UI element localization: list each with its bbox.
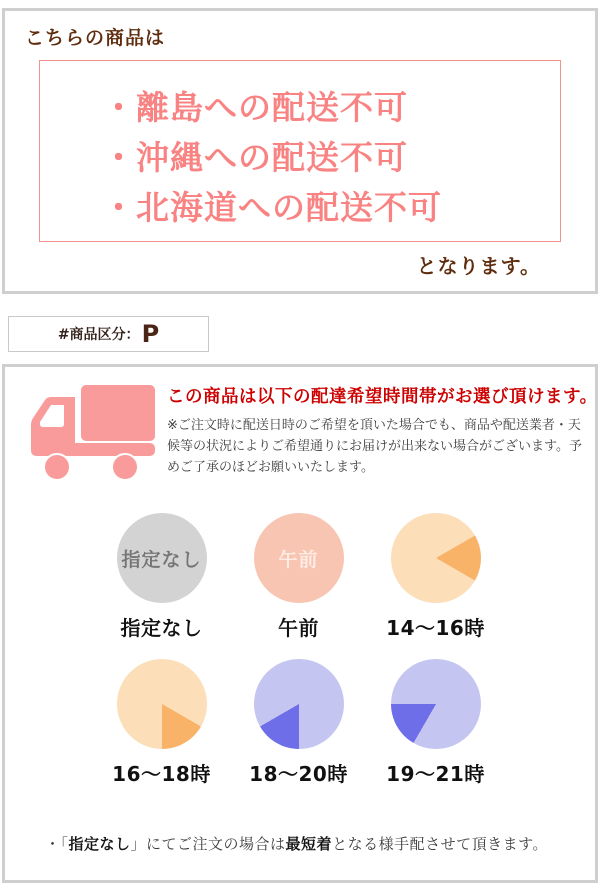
note-post: となる様手配させて頂きます。 — [332, 835, 548, 853]
delivery-header — [23, 381, 598, 487]
time-slot-circle-label: 指定なし — [121, 548, 202, 571]
page-container — [0, 8, 600, 883]
product-class-box — [8, 316, 209, 352]
time-slot-label: 19〜21時 — [386, 762, 485, 786]
note-bold-2: 最短着 — [285, 835, 333, 853]
delivery-heading: この商品は以下の配達希望時間帯がお選び頂けます。 — [167, 387, 598, 407]
truck-icon — [25, 383, 155, 487]
note-bold-1: 指定なし — [68, 835, 131, 853]
restriction-item: ・北海道への配送不可 — [102, 188, 442, 227]
time-slot — [93, 659, 230, 787]
time-slot-grid — [93, 513, 577, 787]
product-notice-box — [2, 8, 598, 294]
time-slot — [230, 513, 367, 641]
product-class-label: #商品区分： — [57, 327, 140, 343]
time-slot-pie — [254, 659, 344, 749]
time-slot-pie — [117, 513, 207, 603]
time-slot-label: 16〜18時 — [112, 762, 211, 786]
time-slot-pie — [254, 513, 344, 603]
time-slot-label: 14〜16時 — [386, 616, 485, 640]
time-slot — [367, 513, 504, 641]
product-class-value: P — [141, 320, 160, 348]
time-slot-label: 18〜20時 — [249, 762, 348, 786]
restriction-box — [39, 60, 561, 242]
time-slot-pie — [391, 659, 481, 749]
note-mid: 」にてご注文の場合は — [130, 835, 286, 853]
delivery-caution: ※ご注文時に配送日時のご希望を頂いた場合でも、商品や配送業者・天候等の状況によりご希望通りにお届けが出来ない場合がございます。予めご了承のほどお願いいたします。 — [167, 418, 582, 476]
time-slot-pie — [391, 513, 481, 603]
time-slot-pie — [117, 659, 207, 749]
delivery-box — [2, 364, 598, 883]
notice-title: こちらの商品は — [25, 27, 166, 49]
time-slot-circle-label: 午前 — [278, 548, 319, 571]
delivery-note — [45, 833, 577, 854]
delivery-texts — [167, 381, 598, 478]
notice-suffix: となります。 — [416, 254, 541, 278]
time-slot — [367, 659, 504, 787]
restriction-item: ・沖縄への配送不可 — [102, 138, 408, 177]
time-slot-label: 指定なし — [120, 616, 203, 640]
time-slot — [93, 513, 230, 641]
restriction-item: ・離島への配送不可 — [102, 88, 408, 127]
time-slot — [230, 659, 367, 787]
time-slot-label: 午前 — [278, 616, 319, 640]
note-pre: ・「 — [45, 835, 69, 853]
